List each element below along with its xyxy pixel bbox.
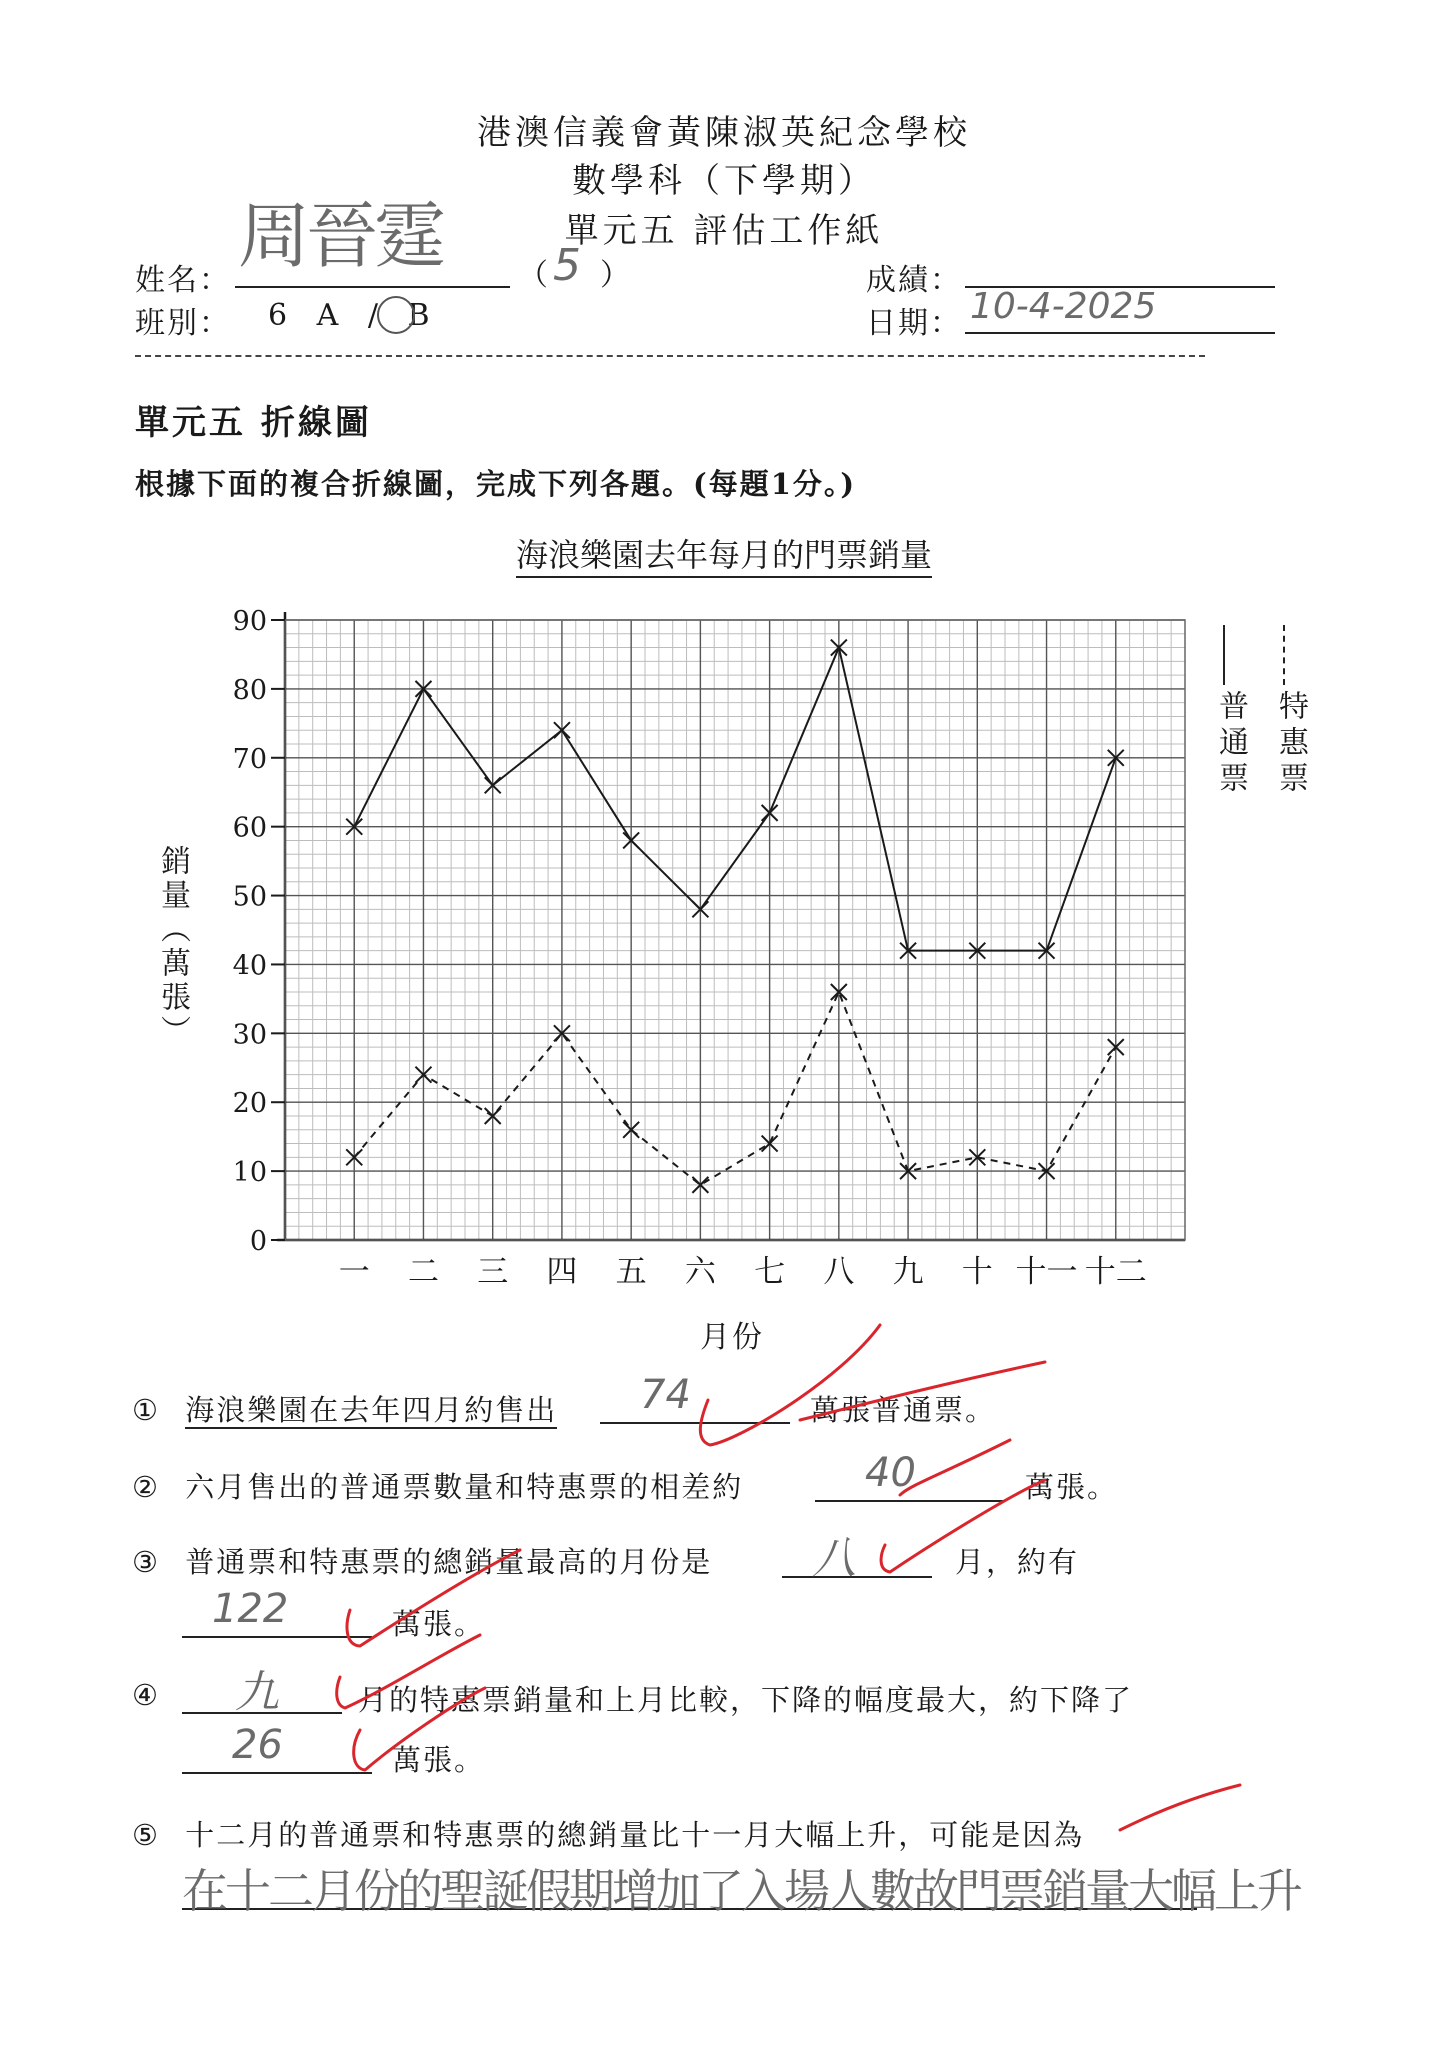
x-tick-label: 九	[892, 1254, 924, 1290]
legend-solid-line	[1223, 625, 1225, 685]
q5-text: 十二月的普通票和特惠票的總銷量比十一月大幅上升，可能是因為	[185, 1818, 1085, 1852]
date-handwritten: 10-4-2025	[970, 286, 1157, 327]
q5-number: ⑤	[132, 1818, 160, 1852]
q3-post: 月，約有	[955, 1545, 1080, 1579]
legend-dashed-line	[1283, 625, 1285, 685]
q4-number: ④	[132, 1678, 160, 1712]
date-label: 日期：	[866, 306, 962, 341]
chart-grid-fine	[285, 620, 1185, 1240]
score-label: 成績：	[866, 263, 962, 298]
y-tick-label: 90	[232, 606, 267, 637]
worksheet-title: 單元五 評估工作紙	[564, 211, 884, 251]
legend-regular: 普通票	[1213, 690, 1248, 798]
class-circle-mark	[377, 296, 415, 334]
x-tick-label: 五	[615, 1254, 647, 1290]
x-axis-label: 月份	[700, 1320, 764, 1355]
y-tick-label: 50	[232, 881, 267, 913]
q3-answer2: 122	[212, 1586, 289, 1632]
class-no-close: ）	[600, 258, 632, 293]
class-no-handwritten: 5	[553, 240, 581, 291]
q3-answer-line	[782, 1576, 932, 1578]
q2-text: 六月售出的普通票數量和特惠票的相差約	[185, 1470, 744, 1504]
class-label: 班別：	[135, 306, 231, 341]
q3-text: 普通票和特惠票的總銷量最高的月份是	[185, 1545, 713, 1579]
x-tick-label: 六	[684, 1254, 716, 1290]
q2-answer: 40	[865, 1450, 916, 1496]
chart-grid-major	[285, 620, 1185, 1240]
plot-frame	[285, 620, 1185, 1240]
chart-series	[346, 640, 1124, 1193]
name-handwritten: 周晉霆	[238, 194, 443, 278]
x-tick-label: 八	[823, 1254, 855, 1290]
subject-title: 數學科（下學期）	[572, 161, 876, 201]
q3-answer2-line	[182, 1636, 372, 1638]
y-tick-label: 0	[249, 1226, 267, 1257]
q2-answer-line	[815, 1500, 1005, 1502]
class-no-open: （	[518, 258, 550, 293]
y-tick-label: 70	[232, 743, 267, 775]
q4-answer2: 26	[232, 1722, 283, 1768]
q2-number: ②	[132, 1470, 160, 1504]
y-tick-label: 80	[232, 674, 267, 706]
x-tick-label: 十二	[1084, 1254, 1147, 1290]
chart-axes	[277, 612, 1185, 1240]
q1-text: 海浪樂園在去年四月約售出	[185, 1393, 558, 1427]
q5-answer: 在十二月份的聖誕假期增加了入場人數故門票銷量大幅上升	[182, 1864, 1300, 1918]
q4-post2: 萬張。	[392, 1743, 486, 1777]
x-tick-label: 七	[754, 1254, 786, 1290]
name-label: 姓名：	[135, 263, 231, 298]
check-mark-q5	[1120, 1785, 1240, 1830]
question-2	[132, 1465, 743, 1506]
header-divider	[135, 355, 1205, 357]
q1-answer: 74	[640, 1372, 691, 1418]
chart-y-ticks	[233, 606, 285, 1257]
x-tick-label: 二	[407, 1254, 439, 1290]
chart-title	[0, 530, 1448, 576]
q4-answer2-line	[182, 1772, 372, 1774]
x-tick-label: 四	[546, 1254, 578, 1290]
q3-number: ③	[132, 1545, 160, 1579]
name-line	[235, 286, 510, 288]
q1-number: ①	[132, 1393, 160, 1427]
q1-post: 萬張普通票。	[810, 1393, 997, 1427]
q1-answer-line	[600, 1422, 790, 1424]
class-value: 6 A / B	[268, 298, 440, 333]
section-title: 單元五 折線圖	[135, 403, 372, 443]
date-line	[965, 332, 1275, 334]
question-3	[132, 1540, 712, 1581]
y-tick-label: 40	[232, 950, 267, 982]
school-name: 港澳信義會黃陳淑英紀念學校	[477, 113, 971, 153]
chart-title-text: 海浪樂園去年每月的門票銷量	[516, 536, 932, 578]
x-tick-label: 三	[477, 1254, 509, 1290]
x-tick-label: 十	[961, 1254, 993, 1290]
question-1	[132, 1388, 557, 1429]
q3-post2: 萬張。	[392, 1607, 486, 1641]
chart-x-ticks	[339, 1254, 1147, 1290]
legend-discount: 特惠票	[1273, 690, 1308, 798]
x-tick-label: 十一	[1015, 1254, 1078, 1290]
question-5	[132, 1813, 1084, 1854]
y-tick-label: 30	[232, 1019, 267, 1051]
q3-answer: 八	[812, 1533, 856, 1584]
y-axis-label: 銷量（萬張）	[155, 845, 190, 1049]
y-tick-label: 60	[232, 812, 267, 844]
q4-answer: 九	[235, 1667, 279, 1718]
q2-post: 萬張。	[1025, 1470, 1119, 1504]
x-tick-label: 一	[338, 1254, 370, 1290]
y-tick-label: 20	[232, 1088, 267, 1120]
y-tick-label: 10	[232, 1157, 267, 1189]
q4-post: 月的特惠票銷量和上月比較，下降的幅度最大，約下降了	[358, 1683, 1134, 1717]
section-instruction: 根據下面的複合折線圖，完成下列各題。(每題1分。)	[135, 467, 857, 501]
